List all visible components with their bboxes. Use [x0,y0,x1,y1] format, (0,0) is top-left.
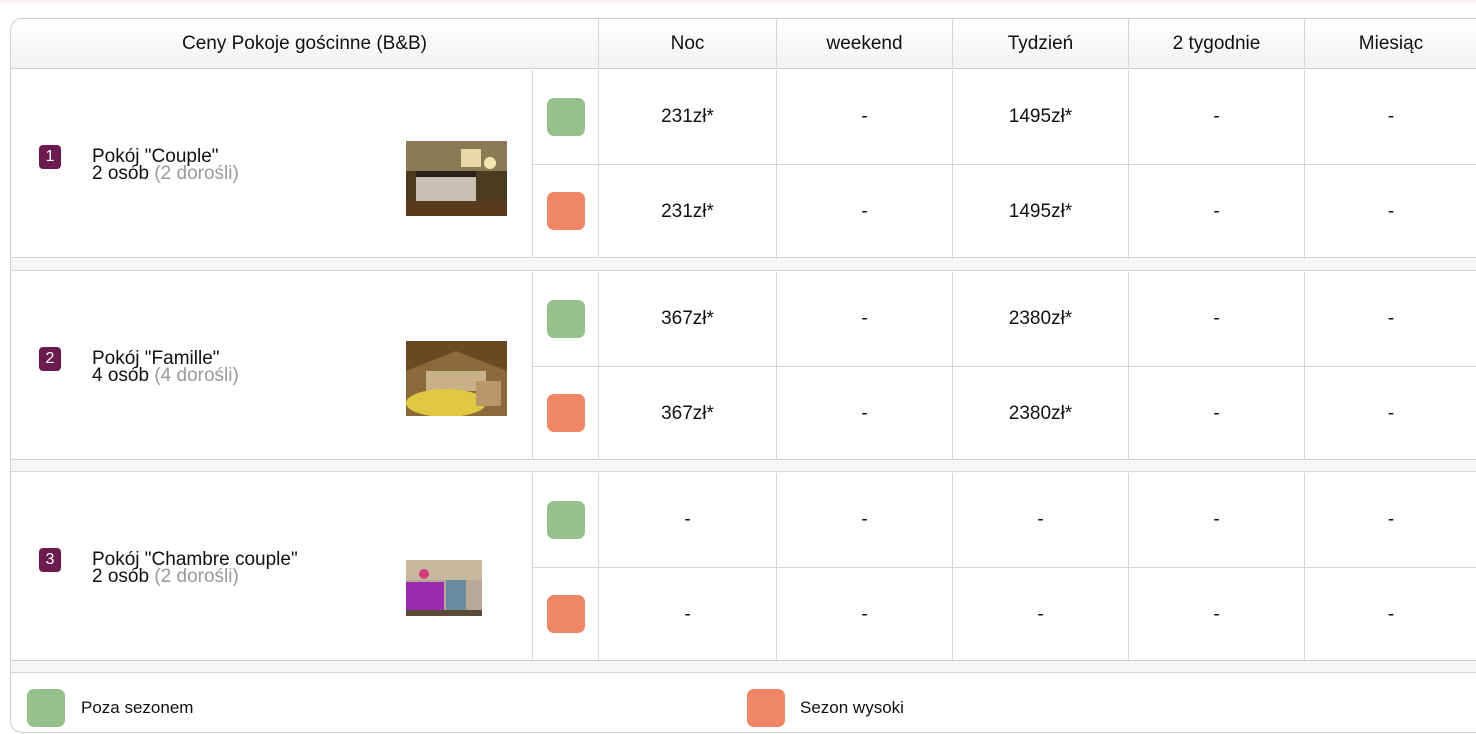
price-two-weeks-high: - [1129,568,1305,662]
price-night-off: 231zł* [599,70,777,164]
off-season-swatch [547,98,585,136]
price-month-high: - [1387,403,1395,424]
header-col-two-weeks: 2 tygodnie [1129,19,1305,69]
price-night-off: - [599,473,777,567]
price-two-weeks-off: - [1129,70,1305,164]
room-row-3 [11,473,1476,661]
room-capacity [92,164,239,183]
price-month-off: - [1387,106,1395,127]
room-row-1 [11,70,1476,258]
room-capacity-main: 2 osób [92,163,150,184]
high-season-swatch [547,192,585,230]
room-name[interactable]: Pokój "Famille" [92,348,220,369]
legend-off-season-label: Poza sezonem [81,698,194,717]
room-number-badge: 2 [39,347,61,371]
high-season-swatch [547,394,585,432]
room-info [11,70,533,258]
price-night-high: - [599,568,777,662]
room-name[interactable]: Pokój "Couple" [92,146,219,167]
table-header [11,19,1476,69]
price-week-high: 2380zł* [953,367,1129,461]
room-capacity-detail: (4 dorośli) [154,365,239,386]
family-room-photo-icon[interactable] [406,341,507,416]
price-month-off: - [1387,308,1395,329]
price-weekend-off: - [777,70,953,164]
price-night-off: 367zł* [599,272,777,366]
price-weekend-off: - [777,473,953,567]
price-night-high: 231zł* [599,165,777,259]
price-month-high: - [1387,604,1395,625]
price-month-off: - [1387,509,1395,530]
room-row-2 [11,272,1476,460]
price-two-weeks-high: - [1129,165,1305,259]
header-title: Ceny Pokoje gościnne (B&B) [11,19,599,69]
price-week-off: 1495zł* [953,70,1129,164]
room-capacity-detail: (2 dorośli) [154,566,239,587]
room-separator [11,460,1476,472]
off-season-swatch [547,501,585,539]
price-two-weeks-off: - [1129,272,1305,366]
season-legend [11,682,1476,733]
price-weekend-off: - [777,272,953,366]
room-separator [11,259,1476,271]
header-col-month: Miesiąc [1358,33,1424,54]
header-col-week: Tydzień [953,19,1129,69]
room-number-badge: 1 [39,145,61,169]
price-weekend-high: - [777,568,953,662]
room-capacity [92,366,239,385]
room-capacity-main: 4 osób [92,365,150,386]
price-weekend-high: - [777,165,953,259]
header-col-night: Noc [599,19,777,69]
pricing-table [10,18,1476,733]
legend-off-season-swatch [27,689,65,727]
top-accent-line [0,0,1476,4]
room-separator [11,661,1476,673]
price-two-weeks-off: - [1129,473,1305,567]
room-capacity [92,567,239,586]
room-info [11,473,533,661]
legend-high-season-label: Sezon wysoki [800,698,904,717]
off-season-swatch [547,300,585,338]
price-two-weeks-high: - [1129,367,1305,461]
price-night-high: 367zł* [599,367,777,461]
price-week-off: 2380zł* [953,272,1129,366]
room-capacity-main: 2 osób [92,566,150,587]
high-season-swatch [547,595,585,633]
price-month-high: - [1387,201,1395,222]
price-week-off: - [953,473,1129,567]
price-week-high: 1495zł* [953,165,1129,259]
room-name[interactable]: Pokój "Chambre couple" [92,549,298,570]
legend-high-season-swatch [747,689,785,727]
price-weekend-high: - [777,367,953,461]
room-info [11,272,533,460]
bedroom-photo-icon[interactable] [406,141,507,216]
room-capacity-detail: (2 dorośli) [154,163,239,184]
price-week-high: - [953,568,1129,662]
header-col-weekend: weekend [777,19,953,69]
purple-room-photo-icon[interactable] [406,560,482,616]
room-number-badge: 3 [39,548,61,572]
